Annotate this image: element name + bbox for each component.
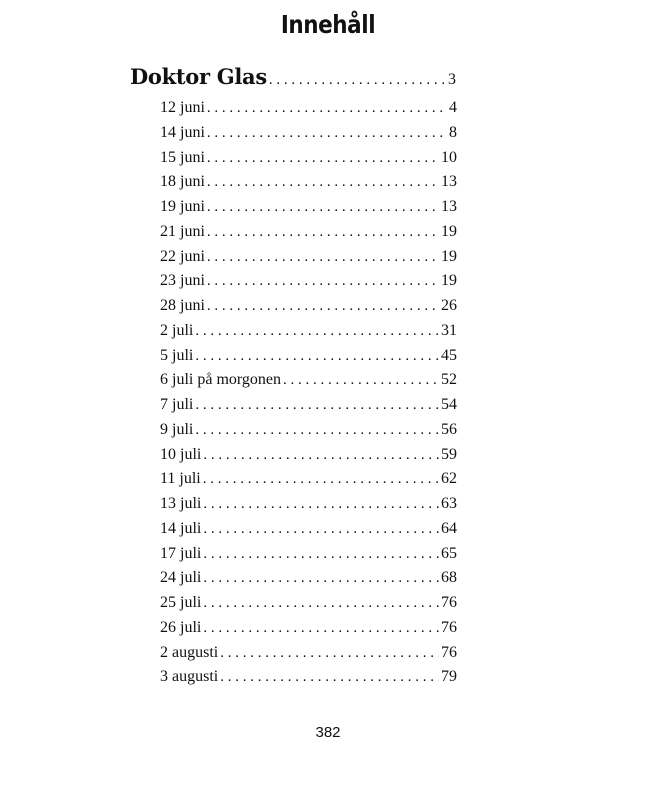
toc-entry-label: 26 juli <box>160 618 202 636</box>
toc-entry-label: 10 juli <box>160 445 202 463</box>
toc-entry-label: 2 juli <box>160 321 194 339</box>
toc-entry-page-number: 76 <box>441 594 457 611</box>
toc-entry-page-number: 45 <box>441 346 457 364</box>
toc-entry-page-number: 10 <box>441 148 457 166</box>
dot-leader <box>203 467 439 492</box>
toc-entry-page-number: 65 <box>441 544 457 562</box>
toc-entry[interactable] <box>160 542 457 567</box>
toc-entry-page-number: 19 <box>441 222 457 240</box>
dot-leader <box>269 72 446 89</box>
toc-entry[interactable] <box>160 96 457 121</box>
toc-entry-label: 14 juli <box>160 519 202 537</box>
dot-leader <box>220 665 439 690</box>
toc-entry-page-number: 68 <box>441 569 457 587</box>
toc-entry[interactable] <box>160 368 457 393</box>
toc-main-page-number: 3 <box>448 71 456 88</box>
dot-leader <box>207 294 439 319</box>
toc-entry-page-number: 59 <box>441 445 457 463</box>
toc-entry-label: 21 juni <box>160 222 205 240</box>
toc-entry-page-number: 4 <box>449 99 457 116</box>
toc-entry[interactable] <box>160 146 457 171</box>
toc-entry[interactable] <box>160 294 457 319</box>
dot-leader <box>207 245 439 270</box>
toc-entry-page-number: 64 <box>441 519 457 537</box>
dot-leader <box>203 492 439 517</box>
toc-entry[interactable] <box>160 319 457 344</box>
toc-entry[interactable] <box>160 616 457 641</box>
toc-entry-label: 3 augusti <box>160 668 219 686</box>
toc-entry-label: 18 juni <box>160 173 205 191</box>
dot-leader <box>203 517 439 542</box>
toc-entry-page-number: 19 <box>441 247 457 265</box>
toc-main-entry[interactable] <box>130 64 456 89</box>
toc-entry-page-number: 79 <box>441 668 457 686</box>
dot-leader <box>207 170 439 195</box>
toc-entry-page-number: 31 <box>441 321 457 339</box>
toc-entry-label: 19 juni <box>160 198 205 215</box>
toc-entry-label: 23 juni <box>160 272 205 290</box>
dot-leader <box>195 418 439 443</box>
toc-entry[interactable] <box>160 492 457 517</box>
toc-entry-label: 12 juni <box>160 99 205 116</box>
toc-entry[interactable] <box>160 269 457 294</box>
toc-entry[interactable] <box>160 443 457 468</box>
dot-leader <box>207 195 439 220</box>
toc-entry[interactable] <box>160 393 457 418</box>
page-title: Innehåll <box>280 10 376 39</box>
dot-leader <box>203 591 439 616</box>
toc-entry-label: 28 juni <box>160 297 205 314</box>
toc-entry-page-number: 19 <box>441 272 457 290</box>
toc-entry[interactable] <box>160 467 457 492</box>
dot-leader <box>207 96 447 121</box>
toc-entry[interactable] <box>160 418 457 443</box>
toc-entry-label: 11 juli <box>160 470 201 488</box>
toc-entry[interactable] <box>160 517 457 542</box>
toc-main-title: Doktor Glas <box>130 64 267 89</box>
toc-entry-page-number: 52 <box>441 371 457 389</box>
toc-entry[interactable] <box>160 344 457 369</box>
dot-leader <box>203 542 439 567</box>
toc-entry[interactable] <box>160 195 457 220</box>
dot-leader <box>207 220 439 245</box>
toc-entry-label: 13 juli <box>160 495 202 512</box>
dot-leader <box>207 269 439 294</box>
toc-entry-label: 6 juli på morgonen <box>160 371 282 389</box>
toc-entry[interactable] <box>160 170 457 195</box>
toc-list <box>160 96 457 690</box>
toc-entry-page-number: 13 <box>441 198 457 215</box>
toc-entry[interactable] <box>160 566 457 591</box>
dot-leader <box>207 121 447 146</box>
toc-entry-page-number: 62 <box>441 470 457 488</box>
toc-entry-label: 15 juni <box>160 148 205 166</box>
toc-entry-page-number: 76 <box>441 618 457 636</box>
toc-entry-label: 22 juni <box>160 247 205 265</box>
toc-entry-label: 17 juli <box>160 544 202 562</box>
dot-leader <box>203 566 439 591</box>
toc-entry-label: 7 juli <box>160 396 194 413</box>
toc-entry-page-number: 13 <box>441 173 457 191</box>
dot-leader <box>203 443 439 468</box>
dot-leader <box>207 146 439 171</box>
toc-entry[interactable] <box>160 121 457 146</box>
toc-entry[interactable] <box>160 220 457 245</box>
toc-entry-label: 14 juni <box>160 123 205 141</box>
toc-entry-label: 2 augusti <box>160 643 219 661</box>
toc-entry[interactable] <box>160 591 457 616</box>
dot-leader <box>195 393 439 418</box>
toc-entry-label: 25 juli <box>160 594 202 611</box>
toc-entry-page-number: 63 <box>441 495 457 512</box>
toc-entry[interactable] <box>160 641 457 666</box>
dot-leader <box>203 616 439 641</box>
toc-entry[interactable] <box>160 665 457 690</box>
toc-entry-page-number: 54 <box>441 396 457 413</box>
toc-entry-label: 9 juli <box>160 420 194 438</box>
toc-entry-page-number: 76 <box>441 643 457 661</box>
toc-entry-label: 5 juli <box>160 346 194 364</box>
dot-leader <box>220 641 439 666</box>
dot-leader <box>195 319 439 344</box>
toc-entry-page-number: 56 <box>441 420 457 438</box>
toc-entry-page-number: 26 <box>441 297 457 314</box>
dot-leader <box>195 344 439 369</box>
toc-entry[interactable] <box>160 245 457 270</box>
toc-entry-label: 24 juli <box>160 569 202 587</box>
dot-leader <box>283 368 439 393</box>
toc-entry-page-number: 8 <box>449 123 457 141</box>
page-number-footer: 382 <box>315 724 341 741</box>
